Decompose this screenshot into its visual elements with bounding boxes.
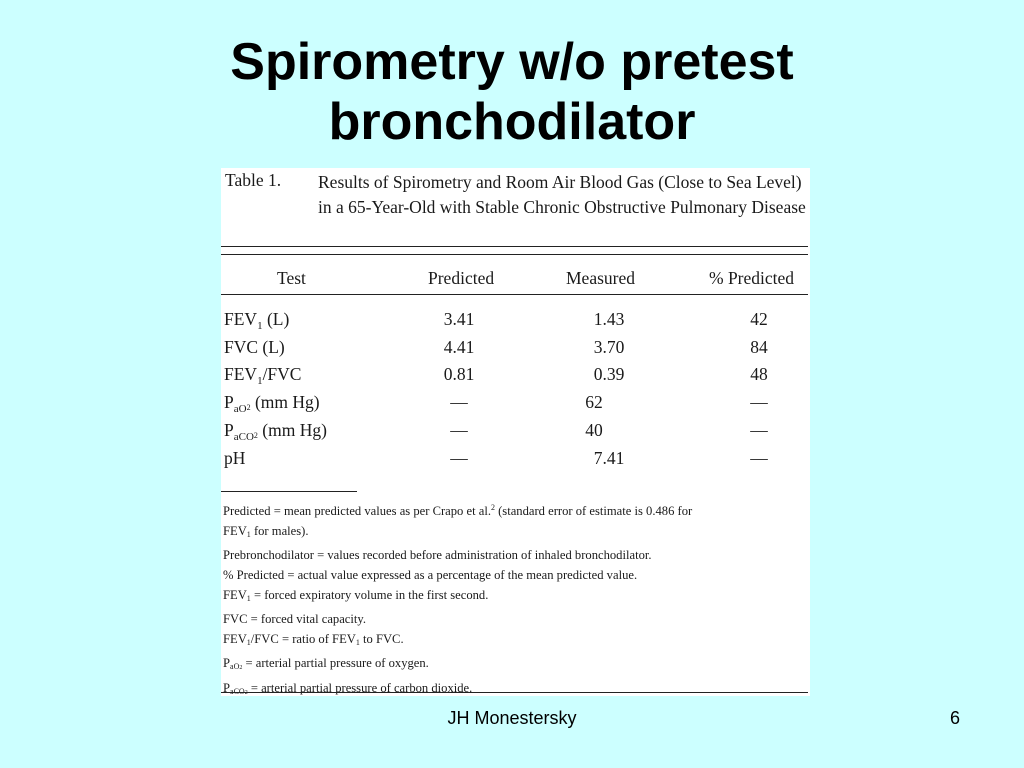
slide-title — [0, 32, 1024, 152]
table-caption-text: Results of Spirometry and Room Air Blood Gas (Close to Sea Level) in a 65-Year-Old with Stable Chronic Obstructive Pulmonary Disease — [318, 172, 806, 217]
spirometry-table-image — [221, 168, 810, 696]
table-caption-label: Table 1. — [225, 170, 282, 190]
table-bottom-rule — [221, 692, 808, 693]
row-measured: 0.39 — [593, 364, 625, 384]
row-percent: — — [750, 420, 768, 440]
footnote-fev1-fvc: FEV1/FVC = ratio of FEV1 to FVC. — [223, 632, 404, 648]
row-measured: 7.41 — [593, 448, 625, 468]
footnote-prebronchodilator: Prebronchodilator = values recorded before administration of inhaled bronchodilator. — [223, 548, 652, 563]
row-test-fev1: $FEV_1$ (L) — [224, 309, 290, 332]
row-predicted: 4.41 — [443, 337, 475, 357]
footer-author: JH Monestersky — [447, 708, 577, 728]
row-test-ph: pH — [224, 448, 246, 468]
row-percent: 84 — [750, 337, 768, 357]
footnote-percent-predicted: % Predicted = actual value expressed as a percentage of the mean predicted value. — [223, 568, 638, 583]
table-top-rule-2 — [221, 254, 808, 255]
header-bottom-rule — [221, 294, 808, 295]
row-percent: — — [750, 392, 768, 412]
footnote-paco2: PaCO2 = arterial partial pressure of carbon dioxide. — [223, 681, 473, 697]
row-measured: 62 — [585, 392, 603, 412]
footnote-fvc: FVC = forced vital capacity. — [223, 612, 367, 627]
row-measured: 3.70 — [593, 337, 625, 357]
row-measured: 1.43 — [593, 309, 625, 329]
header-test: Test — [277, 268, 306, 288]
row-predicted: — — [450, 420, 468, 440]
row-percent: 42 — [750, 309, 768, 329]
page-number: 6 — [950, 708, 961, 728]
footnote-rule — [221, 491, 357, 492]
row-predicted: — — [450, 392, 468, 412]
table-top-rule — [221, 246, 808, 247]
footnote-fev1: FEV1 = forced expiratory volume in the first second. — [223, 588, 489, 604]
table-footnotes — [223, 498, 807, 703]
header-measured: Measured — [566, 268, 636, 288]
slide-title-line-1: Spirometry w/o pretest — [230, 33, 794, 91]
row-percent: 48 — [750, 364, 768, 384]
header-predicted: Predicted — [428, 268, 495, 288]
footnote-predicted: Predicted = mean predicted values as per Crapo et al.$^2$ (standard error of estimate is 0.486 for — [223, 503, 693, 519]
row-test-fvc: FVC (L) — [224, 337, 285, 357]
footnote-predicted-cont: FEV1 for males). — [223, 524, 309, 540]
row-test-fev1-fvc: $FEV_1$/FVC — [224, 364, 302, 387]
row-test-pao2: $P_{aO}2$ (mm Hg) — [224, 392, 320, 415]
row-predicted: 0.81 — [443, 364, 475, 384]
row-test-paco2: $P_{aCO}2$ (mm Hg) — [224, 420, 327, 443]
slide-title-line-2: bronchodilator — [328, 93, 696, 151]
row-predicted: 3.41 — [443, 309, 475, 329]
row-predicted: — — [450, 448, 468, 468]
row-percent: — — [750, 448, 768, 468]
row-measured: 40 — [585, 420, 603, 440]
header-percent-predicted: % Predicted — [709, 268, 795, 288]
footnote-pao2: PaO2 = arterial partial pressure of oxygen. — [223, 656, 429, 672]
